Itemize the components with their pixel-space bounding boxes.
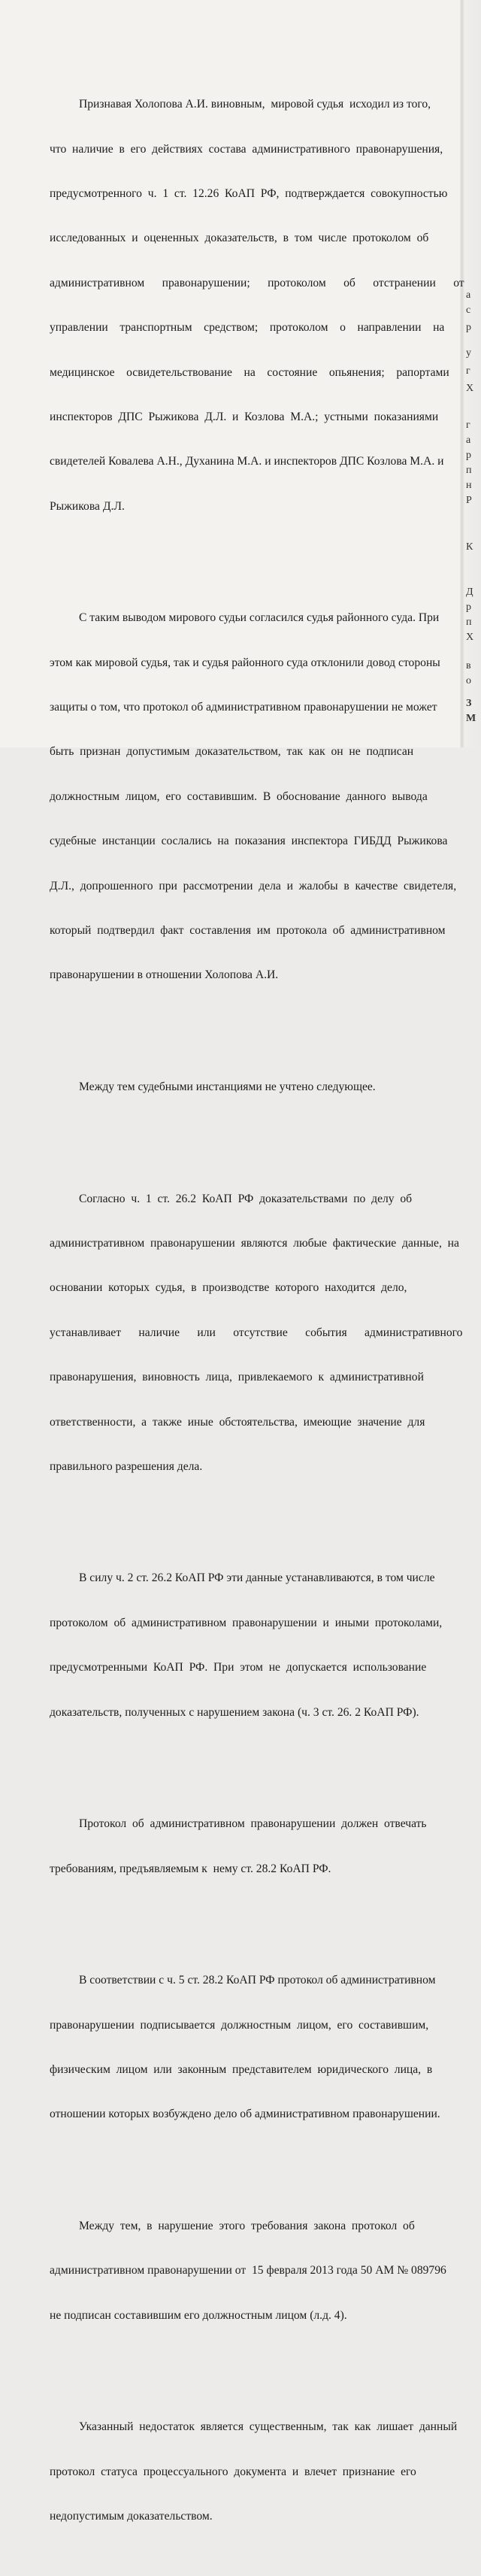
text-line: В соответствии с ч. 5 ст. 28.2 КоАП РФ протокол об административном	[50, 1974, 436, 1987]
text-line: Между тем, в нарушение этого требования закона протокол об	[50, 2219, 415, 2232]
paragraph-1	[50, 68, 481, 544]
paragraph-9	[50, 2390, 481, 2554]
text-line: который подтвердил факт составления им протокола об административном	[50, 924, 446, 938]
text-line: административном правонарушении от 15 февраля 2013 года 50 АМ № 089796	[50, 2264, 446, 2277]
text-line: свидетелей Ковалева А.Н., Духанина М.А. и инспекторов ДПС Козлова М.А. и	[50, 455, 444, 468]
paragraph-3	[50, 1050, 481, 1124]
margin-fragment: К	[466, 541, 473, 553]
paragraph-6	[50, 1787, 481, 1906]
margin-fragment: Р	[466, 495, 472, 506]
document-body	[50, 38, 481, 2576]
paragraph-8	[50, 2189, 481, 2353]
margin-fragment: п	[466, 465, 472, 476]
text-line: Между тем судебными инстанциями не учтено следующее.	[50, 1080, 376, 1093]
margin-fragment: Х	[466, 632, 474, 643]
margin-fragment: п	[466, 617, 472, 628]
text-line: С таким выводом мирового судьи согласился судья районного суда. При	[50, 611, 440, 625]
text-line: этом как мировой судья, так и судья районного суда отклонили довод стороны	[50, 656, 440, 669]
margin-fragment: р	[466, 322, 471, 333]
paragraph-2	[50, 581, 481, 1013]
paragraph-5	[50, 1541, 481, 1750]
text-line: предусмотренного ч. 1 ст. 12.26 КоАП РФ, подтверждается совокупностью	[50, 186, 448, 200]
text-line: правонарушении подписывается должностным лицом, его составившим,	[50, 2018, 429, 2032]
text-line: доказательств, полученных с нарушением закона (ч. 3 ст. 26. 2 КоАП РФ).	[50, 1705, 419, 1719]
margin-fragment: в	[466, 660, 471, 671]
margin-fragment: р	[466, 450, 471, 461]
margin-fragment: Д	[466, 586, 473, 598]
margin-fragment: г	[466, 420, 470, 431]
text-line: быть признан допустимым доказательством, так как он не подписан	[50, 745, 414, 759]
text-line: требованиям, предъявляемым к нему ст. 28.2 КоАП РФ.	[50, 1862, 331, 1875]
text-line: отношении которых возбуждено дело об административном правонарушении.	[50, 2108, 440, 2121]
text-line: административном правонарушении являются любые фактические данные, на	[50, 1236, 459, 1250]
margin-fragment: З	[466, 698, 472, 709]
margin-fragment: р	[466, 602, 471, 613]
text-line: правильного разрешения дела.	[50, 1459, 203, 1473]
margin-fragment: Х	[466, 383, 474, 394]
text-line: физическим лицом или законным представителем юридического лица, в	[50, 2062, 433, 2076]
text-line: Указанный недостаток является существенным, так как лишает данный	[50, 2420, 458, 2434]
margin-fragment: а	[466, 435, 471, 446]
text-line: недопустимым доказательством.	[50, 2510, 213, 2523]
text-line: медицинское освидетельствование на состояние опьянения; рапортами	[50, 365, 449, 379]
margin-fragment: а	[466, 289, 471, 301]
text-line: Д.Л., допрошенного при рассмотрении дела и жалобы в качестве свидетеля,	[50, 879, 457, 893]
text-line: управлении транспортным средством; протоколом о направлении на	[50, 321, 445, 335]
paragraph-7	[50, 1944, 481, 2152]
text-line: что наличие в его действиях состава административного правонарушения,	[50, 142, 443, 156]
text-line: Согласно ч. 1 ст. 26.2 КоАП РФ доказательствами по делу об	[50, 1192, 413, 1205]
text-line: должностным лицом, его составившим. В обоснование данного вывода	[50, 789, 428, 803]
text-line: Признавая Холопова А.И. виновным, мировой судья исходил из того,	[50, 98, 431, 111]
text-line: не подписан составившим его должностным лицом (л.д. 4).	[50, 2308, 347, 2322]
text-line: инспекторов ДПС Рыжикова Д.Л. и Козлова М.А.; устными показаниями	[50, 410, 439, 423]
margin-fragment: г	[466, 365, 470, 377]
text-line: основании которых судья, в производстве которого находится дело,	[50, 1281, 407, 1295]
text-line: правонарушения, виновность лица, привлекаемого к административной	[50, 1371, 424, 1384]
text-line: В силу ч. 2 ст. 26.2 КоАП РФ эти данные устанавливаются, в том числе	[50, 1571, 435, 1585]
text-line: протоколом об административном правонарушении и иными протоколами,	[50, 1616, 443, 1629]
margin-fragment: о	[466, 675, 471, 686]
text-line: исследованных и оцененных доказательств, в том числе протоколом об	[50, 232, 429, 245]
text-line: Протокол об административном правонарушении должен отвечать	[50, 1817, 427, 1831]
margin-fragment: с	[466, 305, 471, 316]
text-line: судебные инстанции сослались на показания инспектора ГИБДД Рыжикова	[50, 835, 448, 848]
margin-fragment: у	[466, 347, 471, 359]
text-line: Рыжикова Д.Л.	[50, 499, 125, 513]
margin-fragment: н	[466, 480, 472, 491]
text-line: предусмотренными КоАП РФ. При этом не допускается использование	[50, 1661, 427, 1674]
paragraph-4	[50, 1162, 481, 1504]
text-line: ответственности, а также иные обстоятельства, имеющие значение для	[50, 1415, 425, 1429]
text-line: устанавливает наличие или отсутствие события административного	[50, 1326, 463, 1339]
margin-fragment: М	[466, 713, 476, 724]
text-line: защиты о том, что протокол об административном правонарушении не может	[50, 701, 437, 714]
text-line: административном правонарушении; протоколом об отстранении от	[50, 276, 464, 289]
text-line: протокол статуса процессуального документа и влечет признание его	[50, 2465, 416, 2478]
text-line: правонарушении в отношении Холопова А.И.	[50, 968, 279, 982]
